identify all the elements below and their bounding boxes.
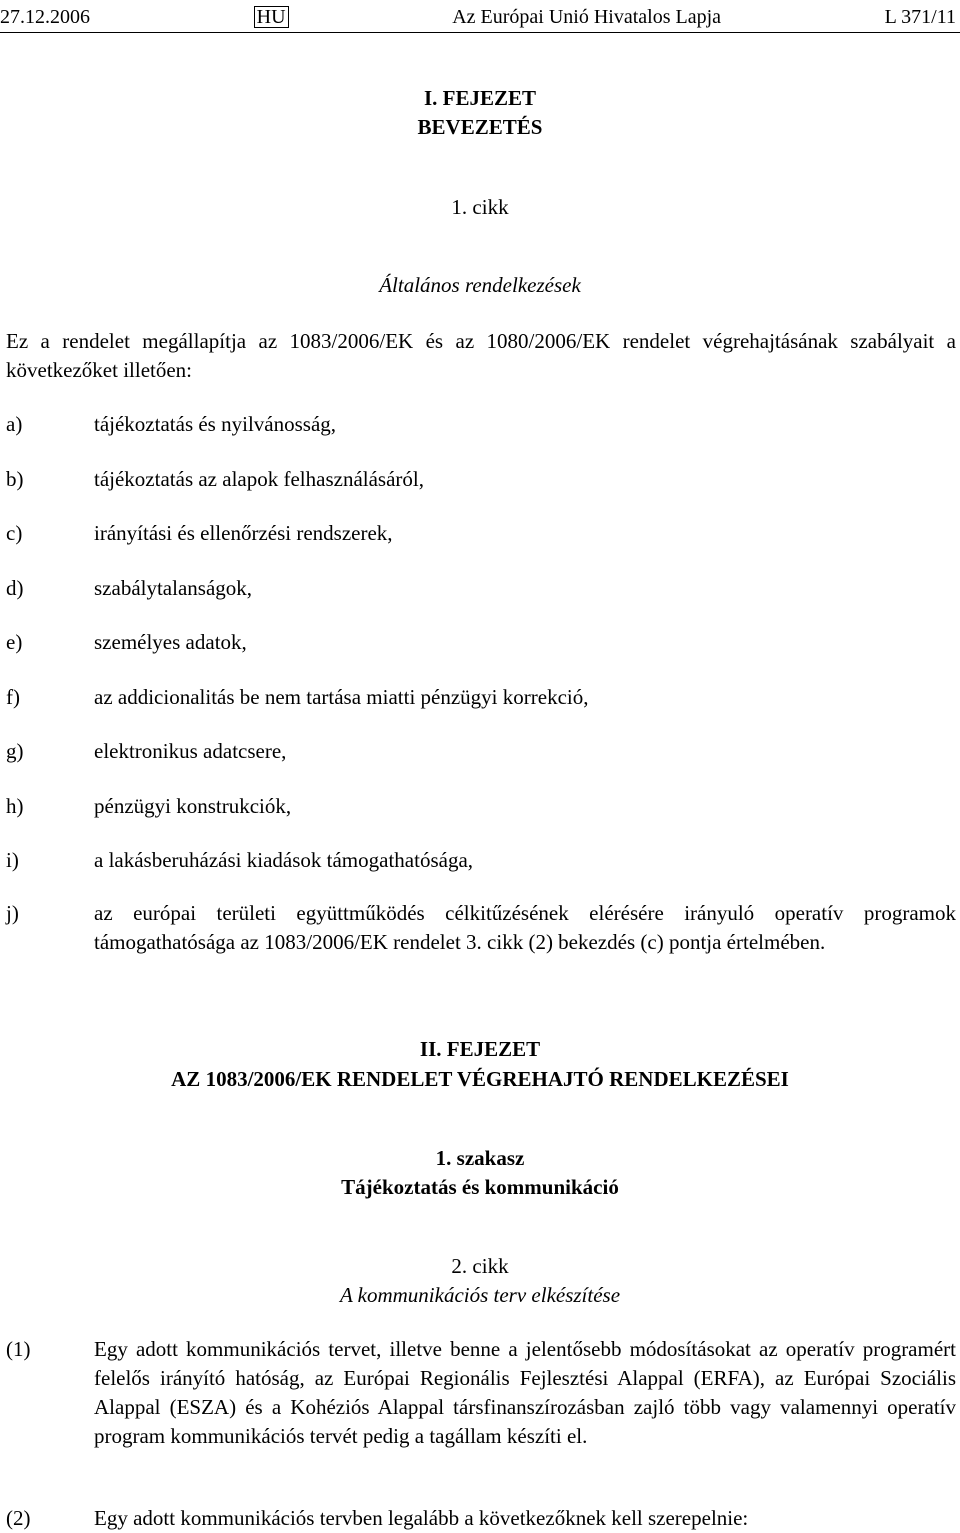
- list-item-label: e): [6, 630, 23, 654]
- section-1-number: 1. szakasz: [435, 1146, 525, 1170]
- language-code-badge: HU: [254, 6, 289, 28]
- list-item-label: j): [6, 901, 19, 925]
- article-2-number: 2. cikk: [451, 1254, 509, 1278]
- chapter-1-title: I. FEJEZET: [423, 86, 537, 110]
- chapter-2-title: II. FEJEZET: [419, 1037, 541, 1061]
- article-2-heading: A kommunikációs terv elkészítése: [339, 1283, 621, 1307]
- list-item-label: g): [6, 739, 24, 763]
- chapter-1-subtitle: BEVEZETÉS: [417, 115, 543, 139]
- list-item-text: az európai területi együttműködés célkitűzésének elérésére irányuló operatív programok támogathatósága az 1083/2006/EK rendelet 3. cikk (2) bekezdés (c) pontja értelmében.: [94, 901, 956, 954]
- paragraph-number: (2): [6, 1506, 31, 1530]
- page-header: [0, 4, 956, 30]
- list-item-label: c): [6, 521, 23, 545]
- list-item-text: személyes adatok,: [94, 630, 247, 654]
- article-1-intro: Ez a rendelet megállapítja az 1083/2006/EK és az 1080/2006/EK rendelet végrehajtásának szabályait a következőket illetően:: [6, 329, 956, 382]
- list-item-label: i): [6, 848, 19, 872]
- section-1-title: Tájékoztatás és kommunikáció: [341, 1175, 619, 1199]
- article-1-heading: Általános rendelkezések: [379, 273, 581, 297]
- paragraph-text: Egy adott kommunikációs tervet, illetve benne a jelentősebb módosításokat az operatív programért felelős irányító hatóság, az Európai Regionális Fejlesztési Alappal (ERFA), az Európai Szociális Alappal (ESZA) és a Kohéziós Alappal társfinanszírozásban zajló több vagy valamennyi operatív program kommunikációs tervét pedig a tagállam készíti el.: [94, 1337, 956, 1448]
- paragraph-text: Egy adott kommunikációs tervben legalább a következőknek kell szerepelnie:: [94, 1506, 749, 1530]
- list-item-text: az addicionalitás be nem tartása miatti pénzügyi korrekció,: [94, 685, 589, 709]
- list-item-text: irányítási és ellenőrzési rendszerek,: [94, 521, 393, 545]
- list-item-label: a): [6, 412, 23, 436]
- publication-date: 27.12.2006: [0, 6, 90, 28]
- list-item-label: h): [6, 794, 24, 818]
- list-item-label: b): [6, 467, 24, 491]
- article-1-number: 1. cikk: [451, 195, 509, 219]
- list-item-label: f): [6, 685, 20, 709]
- header-divider: [0, 32, 960, 33]
- paragraph-number: (1): [6, 1337, 31, 1361]
- list-item-text: tájékoztatás az alapok felhasználásáról,: [94, 467, 424, 491]
- list-item-text: szabálytalanságok,: [94, 576, 253, 600]
- list-item-label: d): [6, 576, 24, 600]
- list-item-text: pénzügyi konstrukciók,: [94, 794, 292, 818]
- list-item-text: elektronikus adatcsere,: [94, 739, 287, 763]
- chapter-2-subtitle: AZ 1083/2006/EK RENDELET VÉGREHAJTÓ RENDELKEZÉSEI: [171, 1067, 789, 1091]
- page-reference: L 371/11: [884, 6, 956, 28]
- journal-title: Az Európai Unió Hivatalos Lapja: [452, 6, 722, 28]
- list-item-text: tájékoztatás és nyilvánosság,: [94, 412, 337, 436]
- list-item-text: a lakásberuházási kiadások támogathatósága,: [94, 848, 474, 872]
